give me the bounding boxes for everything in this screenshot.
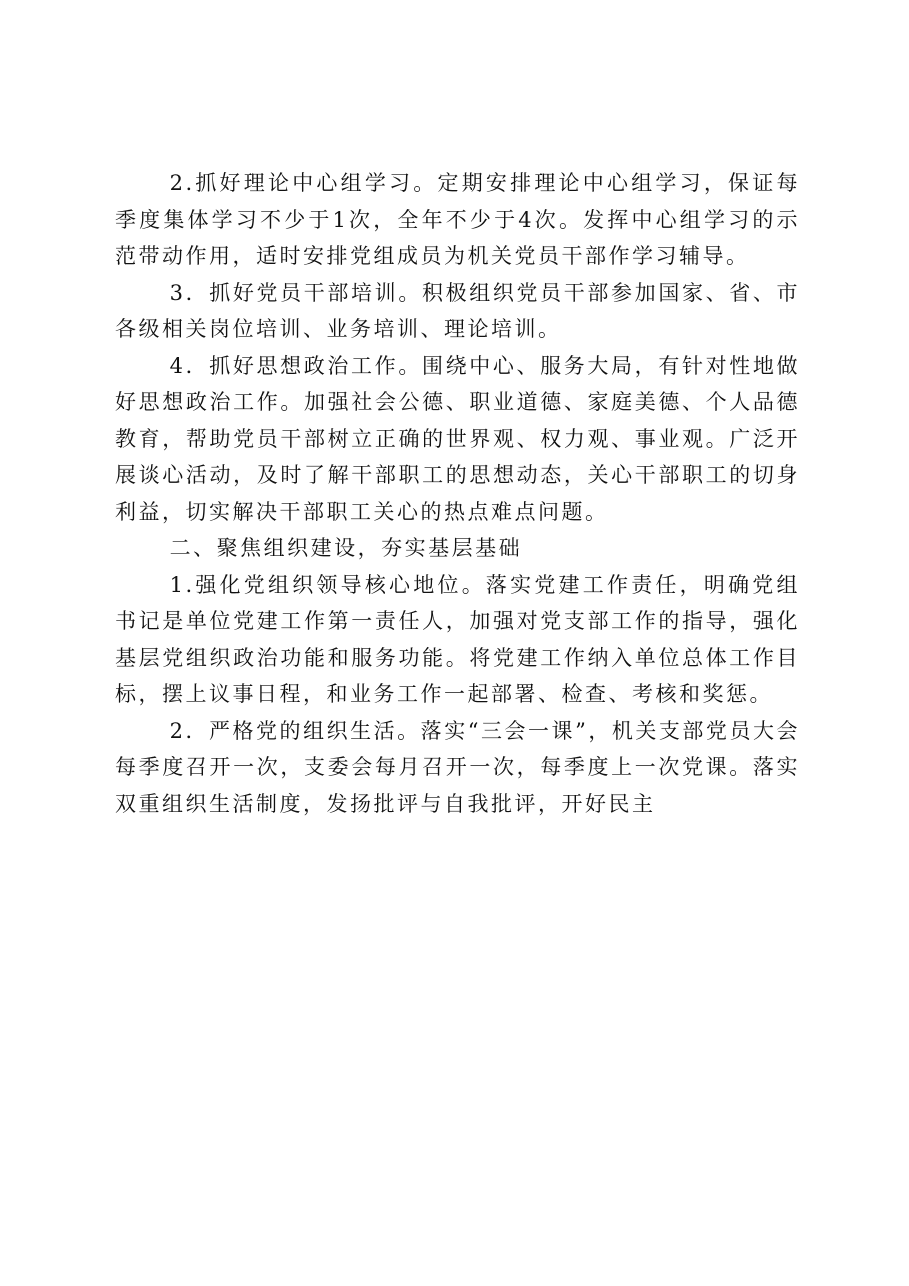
paragraph-party-leadership: 1.强化党组织领导核心地位。落实党建工作责任，明确党组书记是单位党建工作第一责任人，加强对党支部工作的指导，强化基层党组织政治功能和服务功能。将党建工作纳入单位总体工作目标，摆上议事日程，和业务工作一起部署、检查、考核和奖惩。	[115, 572, 800, 706]
paragraph-theory-study: 2.抓好理论中心组学习。定期安排理论中心组学习，保证每季度集体学习不少于1次，全年不少于4次。发挥中心组学习的示范带动作用，适时安排党组成员为机关党员干部作学习辅导。	[115, 171, 800, 268]
paragraph-ideological-work: 4．抓好思想政治工作。围绕中心、服务大局，有针对性地做好思想政治工作。加强社会公德、职业道德、家庭美德、个人品德教育，帮助党员干部树立正确的世界观、权力观、事业观。广泛开展谈心活动，及时了解干部职工的思想动态，关心干部职工的切身利益，切实解决干部职工关心的热点难点问题。	[115, 353, 800, 524]
document-body	[115, 165, 800, 822]
paragraph-organizational-life: 2．严格党的组织生活。落实“三会一课”，机关支部党员大会每季度召开一次，支委会每月召开一次，每季度上一次党课。落实双重组织生活制度，发扬批评与自我批评，开好民主	[115, 718, 800, 816]
section-heading-organization: 二、聚焦组织建设，夯实基层基础	[169, 536, 523, 560]
paragraph-cadre-training: 3．抓好党员干部培训。积极组织党员干部参加国家、省、市各级相关岗位培训、业务培训、理论培训。	[115, 280, 800, 341]
